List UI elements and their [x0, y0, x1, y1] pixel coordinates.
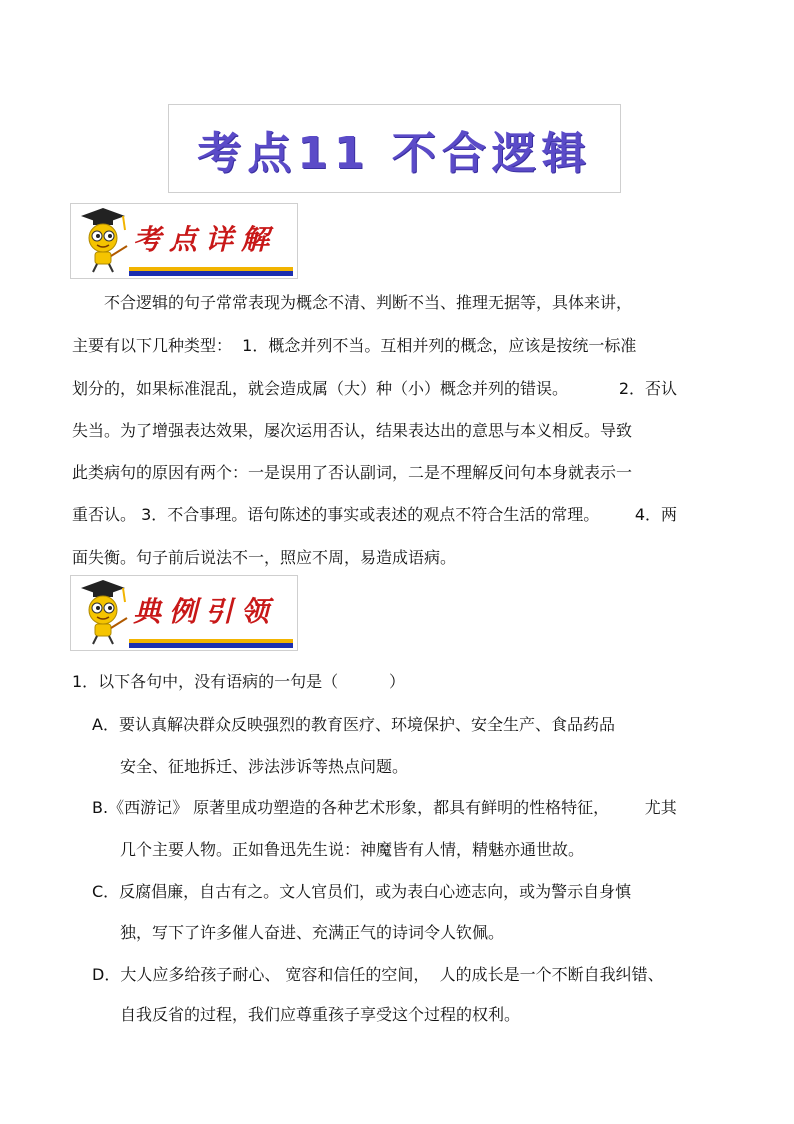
- scholar-mascot-icon: [75, 578, 131, 648]
- option-b-line2: 几个主要人物。正如鲁迅先生说：神魔皆有人情，精魅亦通世故。: [120, 840, 585, 859]
- option-c-line2: 独，写下了许多催人奋进、充满正气的诗词令人钦佩。: [120, 923, 505, 942]
- option-c-line1: C．反腐倡廉，自古有之。文人官员们，或为表白心迹志向，或为警示自身慎: [92, 882, 632, 901]
- explain-line: 划分的，如果标准混乱，就会造成属（大）种（小）概念并列的错误。 2．否认: [72, 379, 678, 398]
- explain-line: 此类病句的原因有两个：一是误用了否认副词，二是不理解反问句本身就表示一: [72, 463, 633, 482]
- option-d-line2: 自我反省的过程，我们应尊重孩子享受这个过程的权利。: [120, 1005, 521, 1024]
- explain-line: 不合逻辑的句子常常表现为概念不清、判断不当、推理无据等，具体来讲，: [104, 293, 633, 312]
- section-label-explain: 考点详解: [133, 223, 278, 256]
- explain-line: 主要有以下几种类型： 1．概念并列不当。互相并列的概念，应该是按统一标准: [72, 336, 637, 355]
- explain-line: 失当。为了增强表达效果，屡次运用否认，结果表达出的意思与本义相反。导致: [72, 421, 633, 440]
- page-title: 考点11 不合逻辑: [197, 127, 592, 179]
- option-a-line2: 安全、征地拆迁、涉法涉诉等热点问题。: [120, 757, 409, 776]
- section-badge-explain: [70, 203, 298, 279]
- explain-line: 面失衡。句子前后说法不一，照应不周，易造成语病。: [72, 548, 457, 567]
- section-badge-examples: [70, 575, 298, 651]
- title-box: [168, 104, 621, 193]
- option-a-line1: A．要认真解决群众反映强烈的教育医疗、环境保护、安全生产、食品药品: [92, 715, 615, 734]
- explain-line: 重否认。 3．不合事理。语句陈述的事实或表述的观点不符合生活的常理。 4．两: [72, 505, 678, 524]
- badge-bar-blue: [129, 271, 293, 276]
- question-stem: 1．以下各句中，没有语病的一句是（ ）: [72, 672, 406, 691]
- scholar-mascot-icon: [75, 206, 131, 276]
- section-label-examples: 典例引领: [133, 595, 278, 628]
- option-b-line1: B.《西游记》 原著里成功塑造的各种艺术形象，都具有鲜明的性格特征， 尤其: [92, 798, 677, 817]
- badge-bar-blue: [129, 643, 293, 648]
- option-d-line1: D．大人应多给孩子耐心、 宽容和信任的空间， 人的成长是一个不断自我纠错、: [92, 965, 664, 984]
